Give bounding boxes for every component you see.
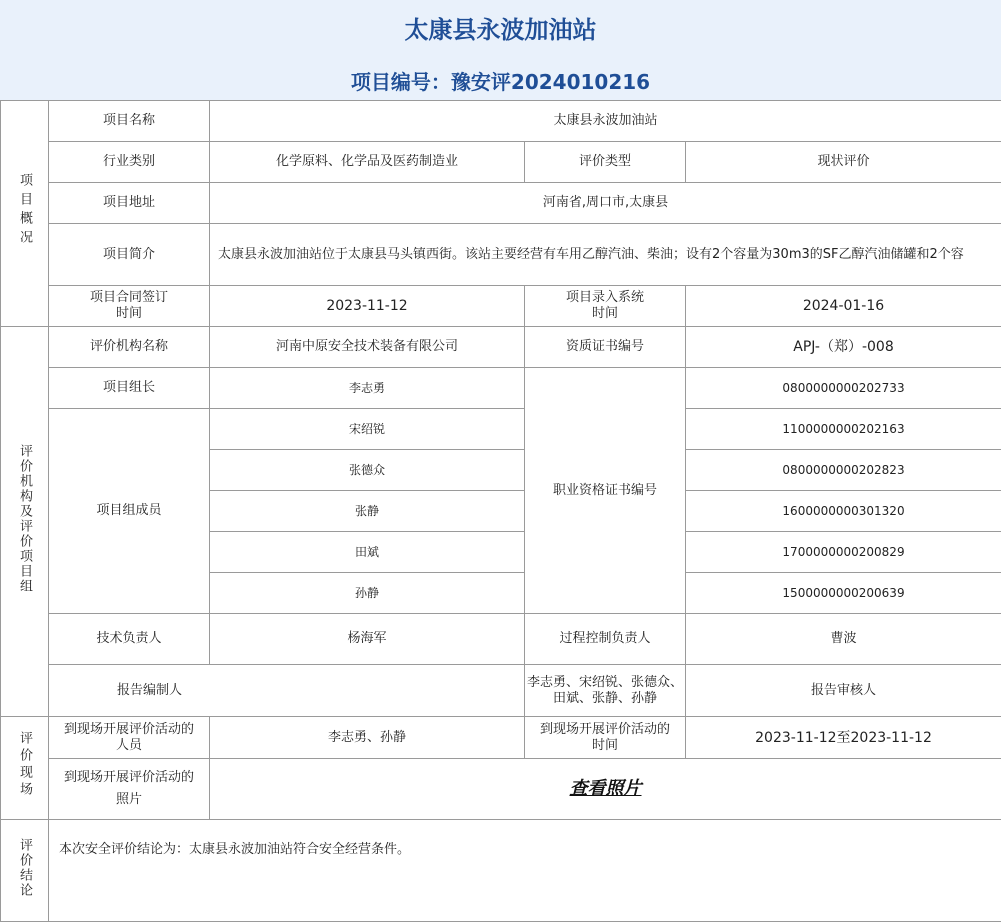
- industry-value: 化学原料、化学品及医药制造业: [210, 142, 525, 183]
- leader-cert: 0800000000202733: [686, 368, 1001, 409]
- project-name-label: 项目名称: [49, 101, 210, 142]
- process-lead-label: 过程控制负责人: [525, 614, 686, 665]
- member-name: 田斌: [210, 532, 525, 573]
- entry-date-value: 2024-01-16: [686, 286, 1001, 327]
- address-label: 项目地址: [49, 183, 210, 224]
- report-author-label: 报告编制人: [49, 665, 525, 717]
- member-cert: 1100000000202163: [686, 409, 1001, 450]
- leader-value: 李志勇: [210, 368, 525, 409]
- member-name: 张静: [210, 491, 525, 532]
- eval-type-value: 现状评价: [686, 142, 1001, 183]
- site-time-label: 到现场开展评价活动的时间: [525, 717, 686, 759]
- page-header: [0, 0, 1001, 100]
- site-people-value: 李志勇、孙静: [210, 717, 525, 759]
- report-reviewer-label: 报告审核人: [686, 665, 1001, 717]
- intro-label: 项目简介: [49, 224, 210, 286]
- section-overview-text: 项目概况: [17, 172, 32, 249]
- qual-cert-label: 职业资格证书编号: [525, 368, 686, 614]
- section-overview-label: [1, 101, 49, 327]
- tech-lead-value: 杨海军: [210, 614, 525, 665]
- leader-label: 项目组长: [49, 368, 210, 409]
- section-conclusion-label: [1, 820, 49, 922]
- member-cert: 1600000000301320: [686, 491, 1001, 532]
- section-conclusion-text: 评价结论: [17, 837, 32, 898]
- member-name: 孙静: [210, 573, 525, 614]
- page-title: 太康县永波加油站: [404, 16, 597, 44]
- entry-date-label: 项目录入系统时间: [525, 286, 686, 327]
- org-name-label: 评价机构名称: [49, 327, 210, 368]
- member-name: 宋绍锐: [210, 409, 525, 450]
- org-name-value: 河南中原安全技术装备有限公司: [210, 327, 525, 368]
- process-lead-value: 曹波: [686, 614, 1001, 665]
- intro-value: 太康县永波加油站位于太康县马头镇西街。该站主要经营有车用乙醇汽油、柴油；设有2个容量为30m3的SF乙醇汽油储罐和2个容: [210, 224, 1001, 286]
- industry-label: 行业类别: [49, 142, 210, 183]
- project-info-table: [0, 100, 1001, 922]
- site-time-value: 2023-11-12至2023-11-12: [686, 717, 1001, 759]
- members-label: 项目组成员: [49, 409, 210, 614]
- section-org-text: 评价机构及评价项目组: [17, 443, 32, 594]
- address-value: 河南省,周口市,太康县: [210, 183, 1001, 224]
- member-cert: 1500000000200639: [686, 573, 1001, 614]
- conclusion-text: 本次安全评价结论为：太康县永波加油站符合安全经营条件。: [49, 820, 1001, 922]
- report-author-value: 李志勇、宋绍锐、张德众、田斌、张静、孙静: [525, 665, 686, 717]
- member-cert: 1700000000200829: [686, 532, 1001, 573]
- member-cert: 0800000000202823: [686, 450, 1001, 491]
- eval-type-label: 评价类型: [525, 142, 686, 183]
- view-photos-link[interactable]: 查看照片: [210, 759, 1001, 820]
- contract-date-value: 2023-11-12: [210, 286, 525, 327]
- section-site-label: [1, 717, 49, 820]
- tech-lead-label: 技术负责人: [49, 614, 210, 665]
- site-people-label: 到现场开展评价活动的人员: [49, 717, 210, 759]
- section-org-label: [1, 327, 49, 717]
- cert-label: 资质证书编号: [525, 327, 686, 368]
- site-photo-label: 到现场开展评价活动的照片: [49, 759, 210, 820]
- section-site-text: 评价现场: [17, 731, 32, 799]
- project-name-value: 太康县永波加油站: [210, 101, 1001, 142]
- project-number: 项目编号：豫安评2024010216: [350, 70, 651, 94]
- member-name: 张德众: [210, 450, 525, 491]
- cert-value: APJ-（郑）-008: [686, 327, 1001, 368]
- contract-date-label: 项目合同签订时间: [49, 286, 210, 327]
